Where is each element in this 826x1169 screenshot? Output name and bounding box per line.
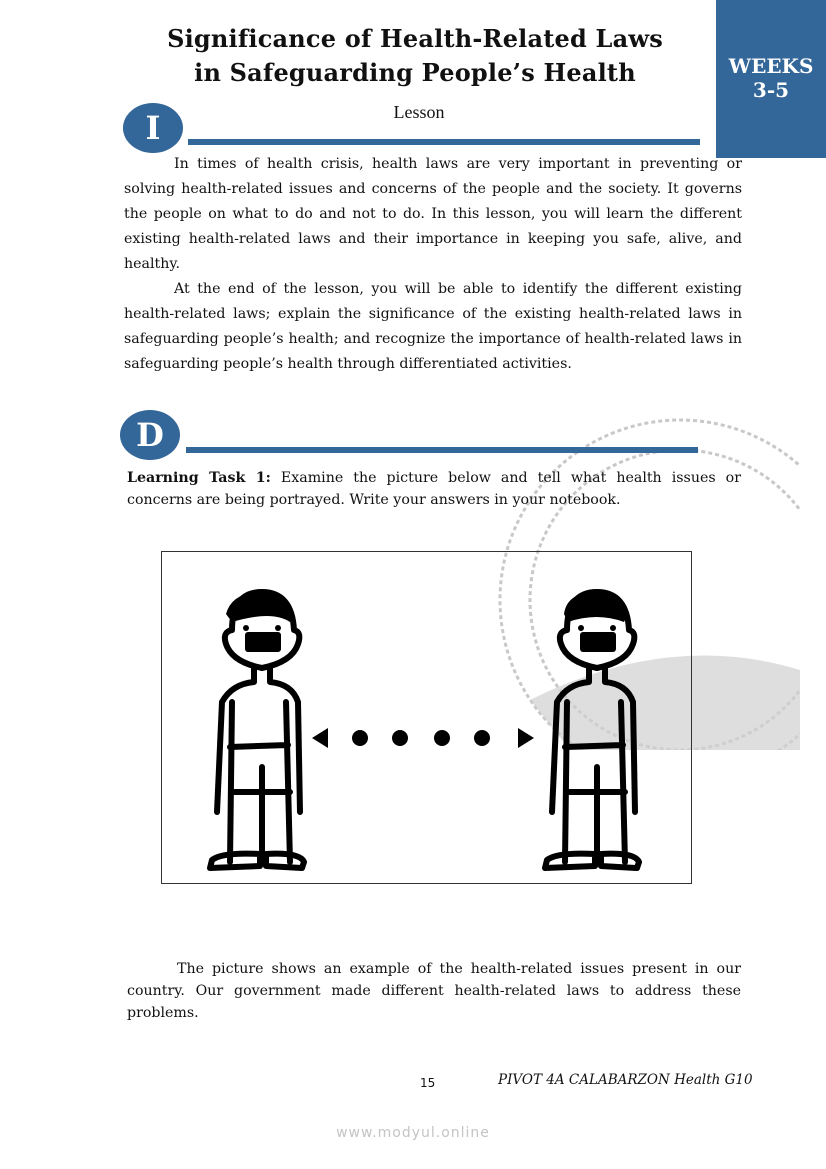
- section-i-divider: [188, 139, 700, 145]
- masked-people-figure: [162, 552, 690, 882]
- publication-footer: PIVOT 4A CALABARZON Health G10: [498, 1072, 753, 1088]
- section-i-badge: I: [123, 103, 183, 153]
- title-line-2: in Safeguarding People’s Health: [194, 58, 636, 87]
- task-text: Examine the picture below and tell what health issues or concerns are being portrayed. Write your answers in your notebook.: [127, 470, 742, 508]
- page-title: [150, 22, 680, 90]
- weeks-range: 3-5: [752, 78, 790, 102]
- weeks-badge: [716, 0, 826, 158]
- objectives-paragraph: At the end of the lesson, you will be able to identify the different existing health-related laws; explain the significance of the existing health-related laws in safeguarding people’s health; and recognize the importance of health-related laws in safeguarding people’s health through differentiated activities.: [124, 281, 742, 372]
- closing-paragraph: The picture shows an example of the health-related issues present in our country. Our government made different health-related laws to address these problems.: [127, 961, 741, 1021]
- section-d-divider: [186, 447, 698, 453]
- section-d-badge: D: [120, 410, 180, 460]
- arrow-right-icon: [518, 728, 534, 748]
- learning-task-1: [127, 467, 741, 511]
- title-line-1: Significance of Health-Related Laws: [167, 24, 663, 53]
- weeks-label: WEEKS: [728, 54, 814, 78]
- task-label: Learning Task 1:: [127, 470, 271, 486]
- arrow-left-icon: [312, 728, 328, 748]
- social-distancing-illustration: [161, 551, 692, 884]
- site-watermark: www.modyul.online: [336, 1125, 490, 1141]
- intro-paragraph: In times of health crisis, health laws are very important in preventing or solving health-related issues and concerns of the people and the society. It governs the people on what to do and not to do. In this lesson, you will learn the different existing health-related laws and their importance in keeping you safe, alive, and healthy.: [124, 156, 742, 272]
- lesson-heading: Lesson: [393, 102, 445, 122]
- page-number: 15: [420, 1076, 436, 1090]
